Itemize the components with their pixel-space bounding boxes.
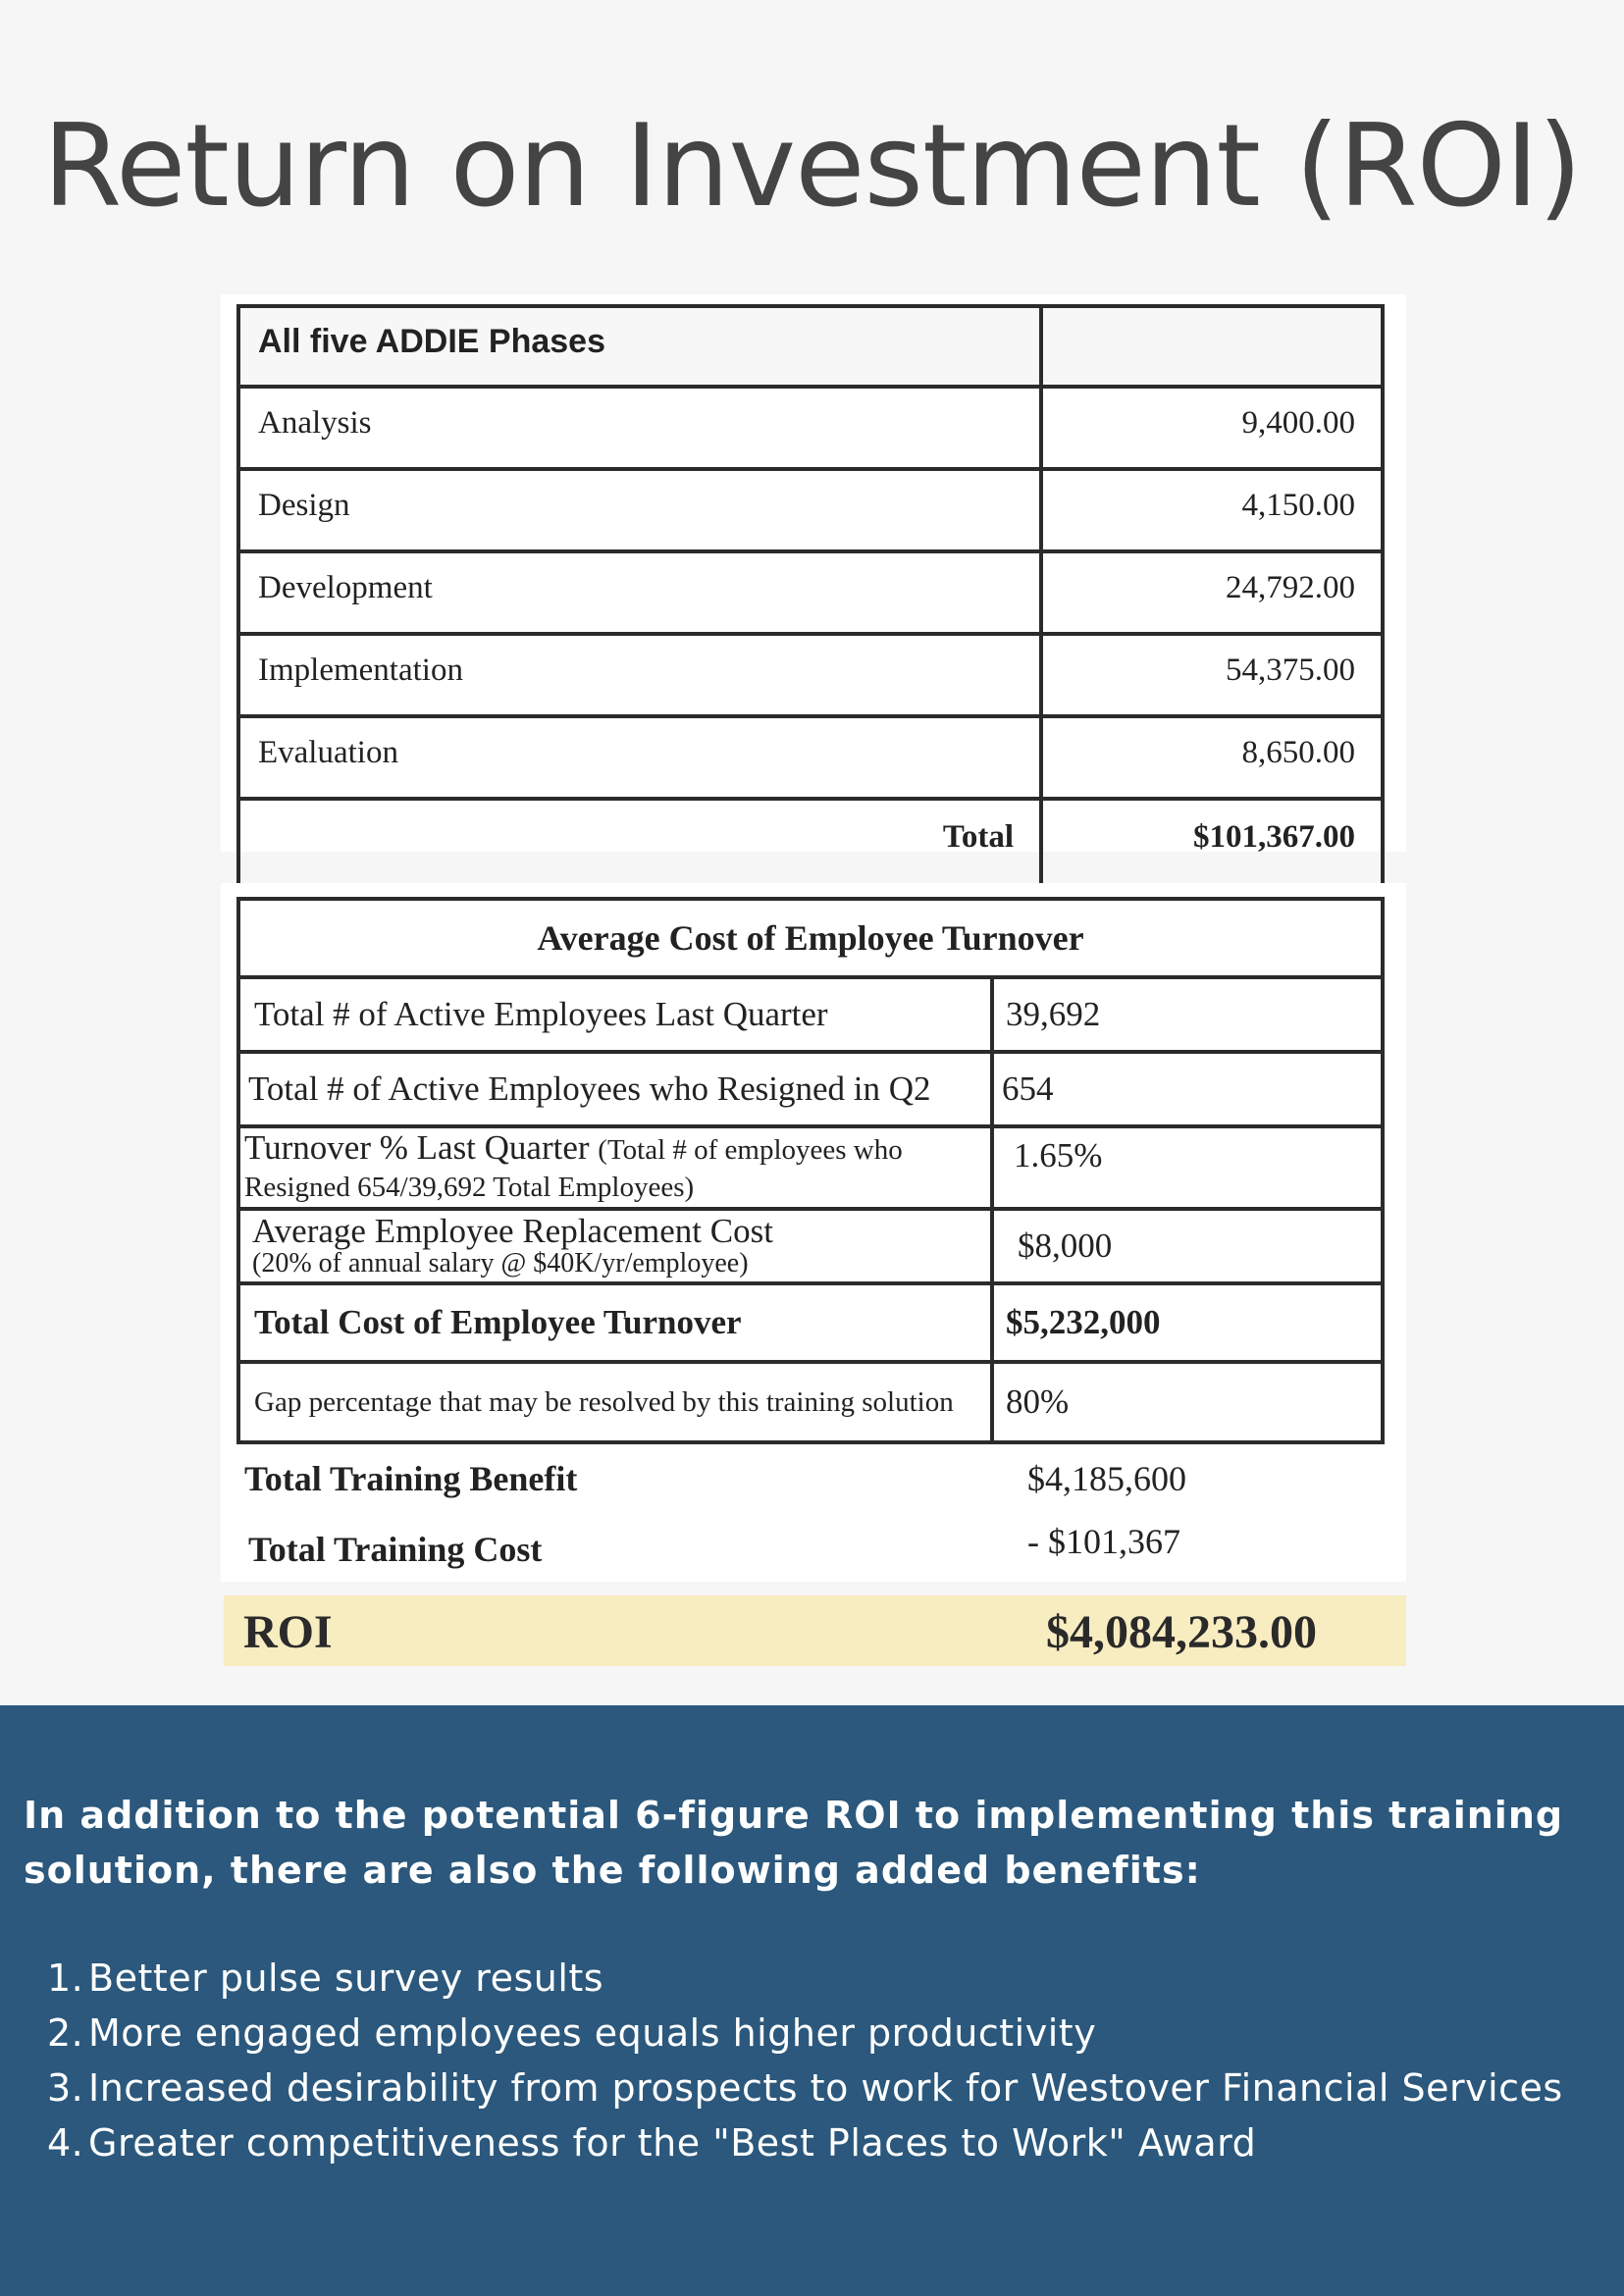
- phase-cost: 24,792.00: [1041, 551, 1383, 634]
- list-number: 3.: [47, 2066, 84, 2110]
- table-row: [238, 1283, 1383, 1362]
- page-title: Return on Investment (ROI): [42, 100, 1582, 233]
- row-label: Total Cost of Employee Turnover: [238, 1283, 992, 1362]
- benefit-label: Total Training Benefit: [244, 1459, 578, 1498]
- turnover-header: Average Cost of Employee Turnover: [238, 899, 1383, 977]
- row-label: Total # of Active Employees who Resigned in Q2: [238, 1052, 992, 1126]
- turnover-table: [236, 897, 1385, 1444]
- table-row: [238, 1126, 1383, 1209]
- total-row: [238, 799, 1383, 885]
- phase-cost: 9,400.00: [1041, 387, 1383, 469]
- benefits-list: [47, 1951, 1563, 2170]
- row-value: 80%: [992, 1362, 1383, 1442]
- benefits-intro: In addition to the potential 6-figure ROI to implementing this training solution, there are also the following added benefits:: [24, 1794, 1564, 1892]
- phase-name: Implementation: [238, 634, 1041, 716]
- table-row: [238, 469, 1383, 551]
- roi-label: ROI: [243, 1606, 333, 1658]
- table-header-row: [238, 899, 1383, 977]
- row-label: [238, 1126, 992, 1209]
- list-text: Increased desirability from prospects to work for Westover Financial Services: [88, 2066, 1563, 2110]
- list-item: [47, 1951, 1563, 2006]
- phase-cost: 8,650.00: [1041, 716, 1383, 799]
- row-value: 1.65%: [992, 1126, 1383, 1209]
- table-row: [238, 1362, 1383, 1442]
- table-row: [238, 977, 1383, 1052]
- list-number: 2.: [47, 2011, 84, 2055]
- row-label: Gap percentage that may be resolved by this training solution: [238, 1362, 992, 1442]
- roi-value: $4,084,233.00: [1046, 1606, 1317, 1658]
- benefit-row: [236, 1458, 1385, 1517]
- table-header-row: [238, 306, 1383, 387]
- phase-name: Development: [238, 551, 1041, 634]
- phase-name: Analysis: [238, 387, 1041, 469]
- phase-name: Design: [238, 469, 1041, 551]
- roi-bar: [224, 1595, 1406, 1666]
- list-text: Greater competitiveness for the "Best Places to Work" Award: [88, 2121, 1257, 2165]
- table-row: [238, 387, 1383, 469]
- table-row: [238, 1209, 1383, 1283]
- row-label-note: (Total # of employees who: [598, 1134, 903, 1166]
- benefits-section: [0, 1705, 1624, 2296]
- turnover-panel: [221, 883, 1406, 1582]
- addie-cost-panel: [221, 294, 1406, 855]
- addie-header-value: [1041, 306, 1383, 387]
- list-item: [47, 2115, 1563, 2170]
- table-row: [238, 551, 1383, 634]
- addie-cost-table: [236, 304, 1385, 887]
- row-value: 39,692: [992, 977, 1383, 1052]
- row-label-note: Resigned 654/39,692 Total Employees): [244, 1172, 695, 1203]
- phase-name: Evaluation: [238, 716, 1041, 799]
- cost-value: - $101,367: [1027, 1522, 1180, 1561]
- benefit-value: $4,185,600: [1027, 1459, 1186, 1498]
- table-row: [238, 634, 1383, 716]
- cost-row: [236, 1521, 1385, 1580]
- row-value: $5,232,000: [992, 1283, 1383, 1362]
- row-value: $8,000: [992, 1209, 1383, 1283]
- list-text: More engaged employees equals higher productivity: [88, 2011, 1097, 2055]
- list-item: [47, 2061, 1563, 2115]
- cost-label: Total Training Cost: [248, 1530, 543, 1569]
- row-value: 654: [992, 1052, 1383, 1126]
- row-label: Total # of Active Employees Last Quarter: [238, 977, 992, 1052]
- list-number: 4.: [47, 2121, 84, 2165]
- total-value: $101,367.00: [1041, 799, 1383, 885]
- addie-header: All five ADDIE Phases: [238, 306, 1041, 387]
- table-row: [238, 1052, 1383, 1126]
- row-label-main: Turnover % Last Quarter: [244, 1128, 590, 1167]
- phase-cost: 54,375.00: [1041, 634, 1383, 716]
- list-text: Better pulse survey results: [88, 1957, 604, 2000]
- list-item: [47, 2006, 1563, 2061]
- row-label-note: (20% of annual salary @ $40K/yr/employee): [252, 1248, 749, 1278]
- total-label: Total: [238, 799, 1041, 885]
- table-row: [238, 716, 1383, 799]
- phase-cost: 4,150.00: [1041, 469, 1383, 551]
- list-number: 1.: [47, 1957, 84, 2000]
- row-label: [238, 1209, 992, 1283]
- row-label-main: Average Employee Replacement Cost: [252, 1212, 773, 1250]
